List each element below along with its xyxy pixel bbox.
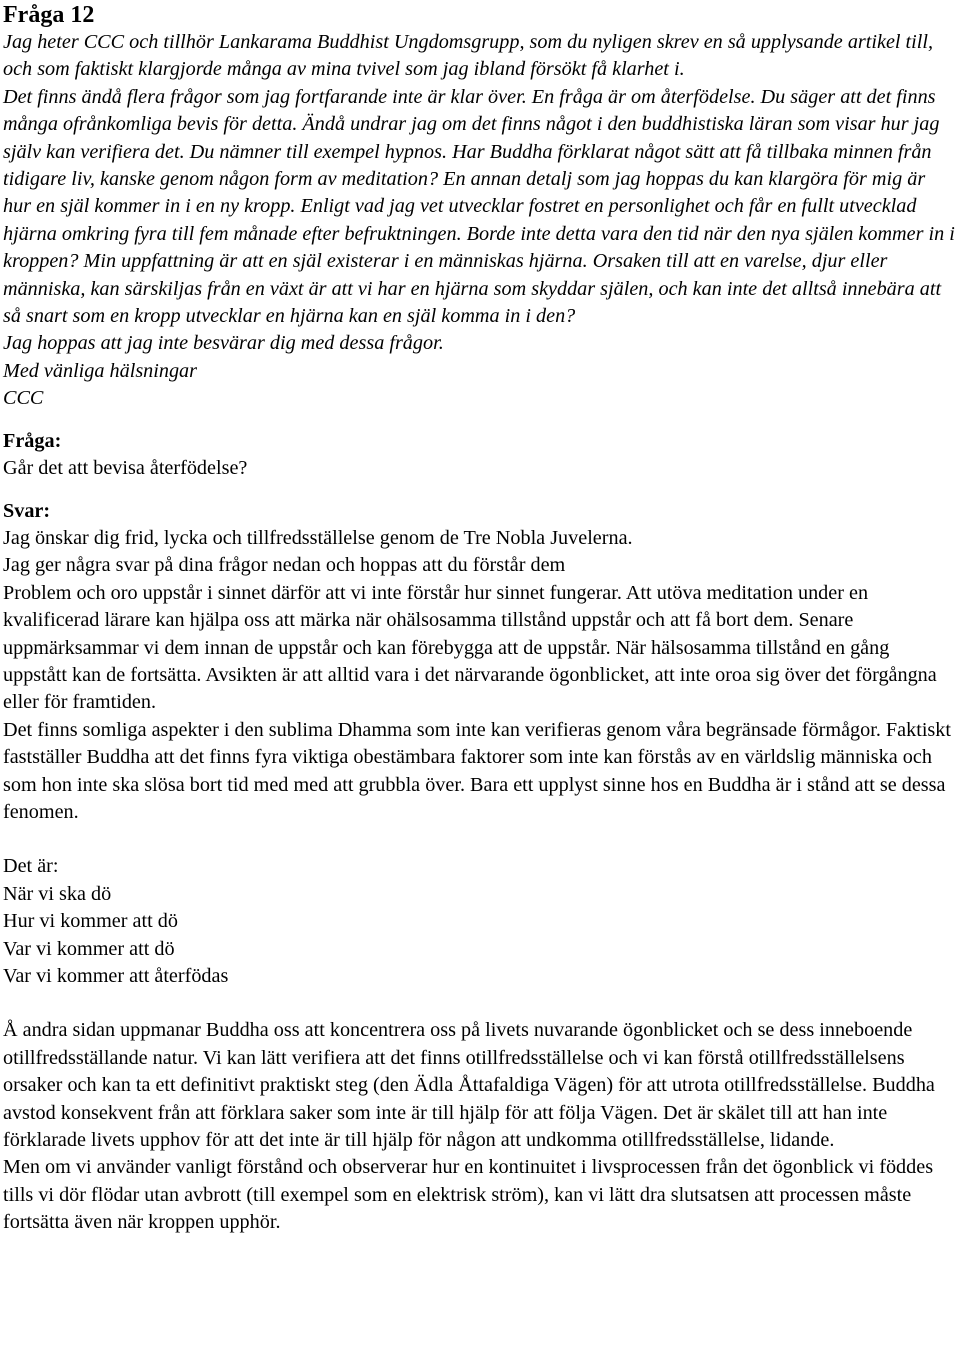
letter-paragraph: Det finns ändå flera frågor som jag fortfarande inte är klar över. En fråga är om återfödelse. Du säger att det finns många ofrånkomliga bevis för detta. Ändå undrar jag om det finns något i den buddhistiska läran som visar hur jag själv kan verifiera det. Du nämner till exempel hypnos. Har Buddha förklarat något sätt att få tillbaka minnen från tidigare liv, kanske genom någon form av meditation? En annan detalj som jag hoppas du kan klargöra för mig är hur en själ kommer in i en ny kropp. Enligt vad jag vet utvecklar fostret en personlighet och får en fullt utvecklad hjärna omkring fyra till fem månade efter befruktningen. Borde inte detta vara den tid när den nya själen kommer in i kroppen? Min uppfattning är att en själ existerar i en människas hjärna. Orsaken till att en varelse, djur eller människa, kan särskiljas från en växt är att vi har en hjärna som skyddar själen, och kan inte det alltså innebära att så snart som en kropp utvecklar en hjärna kan en själ komma in i den?	[3, 85, 955, 328]
page-title: Fråga 12	[3, 2, 95, 28]
closing-paragraph: Å andra sidan uppmanar Buddha oss att koncentrera oss på livets nuvarande ögonblicket och se dess inneboende otillfredsställande natur. Vi kan lätt verifiera att det finns otillfredsställelse och vi kan förstå otillfredsställelsens orsaker och kan ta ett definitivt praktiskt steg (den Ädla Åttafaldiga Vägen) för att utrota otillfredsställelse. Buddha avstod konsekvent från att förklara saker som inte är till hjälp för att följa Vägen. Det är skälet till att han inte förklarade livets upphov för att det inte är till hjälp för någon att undkomma otillfredsställelse, lidande.	[3, 1019, 935, 1152]
answer-paragraph: Det finns somliga aspekter i den sublima Dhamma som inte kan verifieras genom våra begränsade förmågor. Faktiskt fastställer Buddha att det finns fyra viktiga obestämbara faktorer som inte kan förstås av en världslig människa och som hon inte ska slösa bort tid med med att grubbla över. Bara ett upplyst sinne hos en Buddha är i stånd att se dessa fenomen.	[3, 718, 951, 823]
question-section	[3, 428, 956, 483]
letter-signature: CCC	[3, 387, 44, 410]
answer-body	[3, 525, 956, 826]
factors-list	[3, 853, 956, 990]
answer-section	[3, 498, 956, 1237]
letter-paragraph: Jag hoppas att jag inte besvärar dig med dessa frågor.	[3, 332, 444, 355]
answer-paragraph: Jag ger några svar på dina frågor nedan och hoppas att du förstår dem	[3, 554, 566, 577]
question-label: Fråga:	[3, 429, 62, 452]
list-item: Var vi kommer att dö	[3, 937, 175, 960]
question-text: Går det att bevisa återfödelse?	[3, 457, 248, 480]
letter-greeting: Med vänliga hälsningar	[3, 359, 198, 382]
letter	[3, 29, 956, 413]
letter-paragraph: Jag heter CCC och tillhör Lankarama Buddhist Ungdomsgrupp, som du nyligen skrev en så upplysande artikel till, och som faktiskt klargjorde många av mina tvivel som jag ibland försökt få klarhet i.	[3, 31, 934, 81]
answer-paragraph: Jag önskar dig frid, lycka och tillfredsställelse genom de Tre Nobla Juvelerna.	[3, 526, 633, 549]
list-item: Var vi kommer att återfödas	[3, 965, 229, 987]
list-item: När vi ska dö	[3, 882, 112, 905]
answer-paragraph: Problem och oro uppstår i sinnet därför att vi inte förstår hur sinnet fungerar. Att utöva meditation under en kvalificerad lärare kan hjälpa oss att märka när ohälsosamma tillstånd uppstår och att få bort dem. Senare uppmärksammar vi dem innan de uppstår och kan förebygga att de uppstår. När hälsosamma tillstånd en gång uppstått kan de fortsätta. Avsikten är att alltid vara i det närvarande ögonblicket, att inte oroa sig över det förgångna eller för framtiden.	[3, 581, 937, 714]
list-intro: Det är:	[3, 855, 59, 878]
answer-label: Svar:	[3, 499, 51, 522]
closing-section	[3, 1017, 956, 1236]
closing-paragraph: Men om vi använder vanligt förstånd och observerar hur en kontinuitet i livsprocessen från det ögonblick vi föddes tills vi dör flödar utan avbrott (till exempel som en elektrisk ström), kan vi lätt dra slutsatsen att processen måste fortsätta även när kroppen upphör.	[3, 1156, 934, 1234]
list-item: Hur vi kommer att dö	[3, 910, 178, 933]
